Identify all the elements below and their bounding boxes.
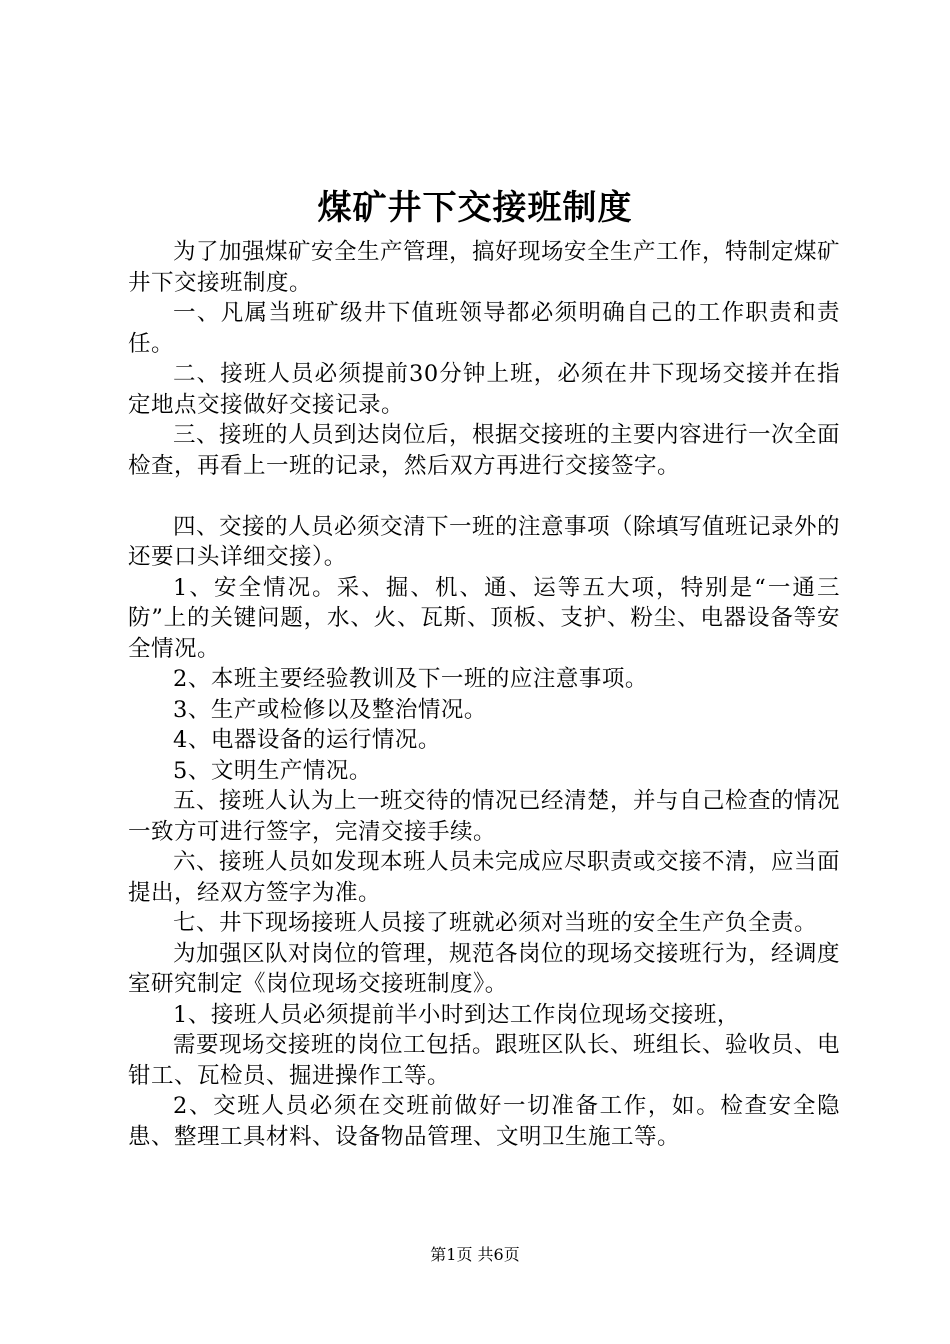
paragraph-rule-5: 五、接班人认为上一班交待的情况已经清楚，并与自己检查的情况一致方可进行签字，完清交接手续。	[128, 788, 841, 845]
page-title: 煤矿井下交接班制度	[317, 188, 633, 228]
list-item-safety: 1、安全情况。采、掘、机、通、运等五大项，特别是“一通三防”上的关键问题，水、火、瓦斯、顶板、支护、粉尘、电器设备等安全情况。	[128, 574, 840, 662]
list-item-production: 3、生产或检修以及整治情况。	[173, 696, 487, 723]
page-number: 第1页 共6页	[430, 1245, 520, 1264]
paragraph-post-rules: 为加强区队对岗位的管理，规范各岗位的现场交接班行为，经调度室研究制定《岗位现场交接班制度》。	[128, 940, 841, 997]
paragraph-rule-4: 四、交接的人员必须交清下一班的注意事项（除填写值班记录外的还要口头详细交接）。	[128, 513, 841, 570]
paragraph-rule-7: 七、井下现场接班人员接了班就必须对当班的安全生产负全责。	[173, 910, 818, 936]
list-item-preparation: 2、交班人员必须在交班前做好一切准备工作，如。检查安全隐患、整理工具材料、设备物品管理、文明卫生施工等。	[128, 1093, 840, 1150]
paragraph-positions: 需要现场交接班的岗位工包括。跟班区队长、班组长、验收员、电钳工、瓦检员、掘进操作工等。	[128, 1032, 841, 1089]
list-item-experience: 2、本班主要经验教训及下一班的应注意事项。	[173, 666, 648, 692]
paragraph-rule-1: 一、凡属当班矿级井下值班领导都必须明确自己的工作职责和责任。	[128, 300, 840, 357]
document-body	[128, 237, 840, 1152]
list-item-civilized: 5、文明生产情况。	[173, 757, 372, 784]
paragraph-rule-6: 六、接班人员如发现本班人员未完成应尽职责或交接不清，应当面提出，经双方签字为准。	[128, 849, 841, 906]
paragraph-intro: 为了加强煤矿安全生产管理，搞好现场安全生产工作，特制定煤矿井下交接班制度。	[128, 239, 841, 296]
list-item-equipment: 4、电器设备的运行情况。	[173, 727, 441, 753]
list-item-handover-early: 1、接班人员必须提前半小时到达工作岗位现场交接班，	[173, 1001, 740, 1028]
paragraph-rule-3: 三、接班的人员到达岗位后，根据交接班的主要内容进行一次全面检查，再看上一班的记录，然后双方再进行交接签字。	[128, 422, 841, 479]
paragraph-rule-2: 二、接班人员必须提前30分钟上班，必须在井下现场交接并在指定地点交接做好交接记录。	[128, 361, 840, 418]
